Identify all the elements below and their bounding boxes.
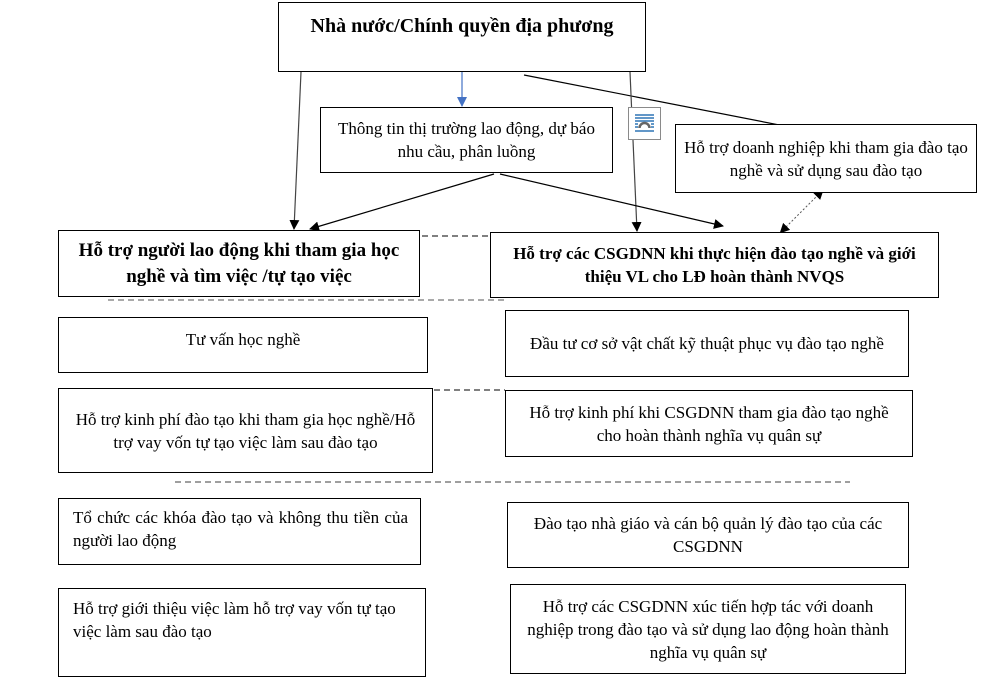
worker-item-label: Hỗ trợ giới thiệu việc làm hỗ trợ vay vốn tự tạo việc làm sau đào tạo (73, 599, 396, 641)
business-node (675, 124, 977, 193)
text-wrap-icon (629, 108, 660, 139)
worker-item (58, 317, 428, 373)
worker-item (58, 388, 433, 473)
school-item (510, 584, 906, 674)
worker-branch-title-label: Hỗ trợ người lao động khi tham gia học nghề và tìm việc /tự tạo việc (78, 239, 400, 287)
arrow-business-school-link (786, 190, 823, 227)
worker-item (58, 498, 421, 565)
worker-item-label: Tổ chức các khóa đào tạo và không thu tiền của người lao động (73, 508, 408, 550)
info-node-label: Thông tin thị trường lao động, dự báo nhu cầu, phân luồng (338, 119, 595, 161)
school-item (505, 390, 913, 457)
arrow-info-to-worker (310, 174, 494, 229)
arrow-root-to-worker (294, 72, 301, 229)
worker-item (58, 588, 426, 677)
worker-branch-title (58, 230, 420, 297)
worker-item-label: Hỗ trợ kinh phí đào tạo khi tham gia học nghề/Hỗ trợ vay vốn tự tạo việc làm sau đào tạo (75, 409, 416, 452)
school-branch-title (490, 232, 939, 298)
school-branch-title-label: Hỗ trợ các CSGDNN khi thực hiện đào tạo nghề và giới thiệu VL cho LĐ hoàn thành NVQS (513, 244, 916, 286)
school-item-label: Hỗ trợ các CSGDNN xúc tiến hợp tác với doanh nghiệp trong đào tạo và sử dụng lao động hoàn thành nghĩa vụ quân sự (527, 596, 889, 662)
school-item (505, 310, 909, 377)
school-item (507, 502, 909, 568)
business-node-label: Hỗ trợ doanh nghiệp khi tham gia đào tạo nghề và sử dụng sau đào tạo (684, 137, 968, 180)
info-node (320, 107, 613, 173)
root-node-label: Nhà nước/Chính quyền địa phương (310, 15, 614, 37)
worker-item-label: Tư vấn học nghề (185, 330, 301, 349)
school-item-label: Hỗ trợ kinh phí khi CSGDNN tham gia đào tạo nghề cho hoàn thành nghĩa vụ quân sự (529, 402, 889, 445)
layout-options-icon[interactable] (628, 107, 661, 140)
root-node (278, 2, 646, 72)
school-item-label: Đào tạo nhà giáo và cán bộ quản lý đào tạo của các CSGDNN (533, 514, 883, 556)
school-item-label: Đầu tư cơ sở vật chất kỹ thuật phục vụ đào tạo nghề (530, 334, 884, 353)
